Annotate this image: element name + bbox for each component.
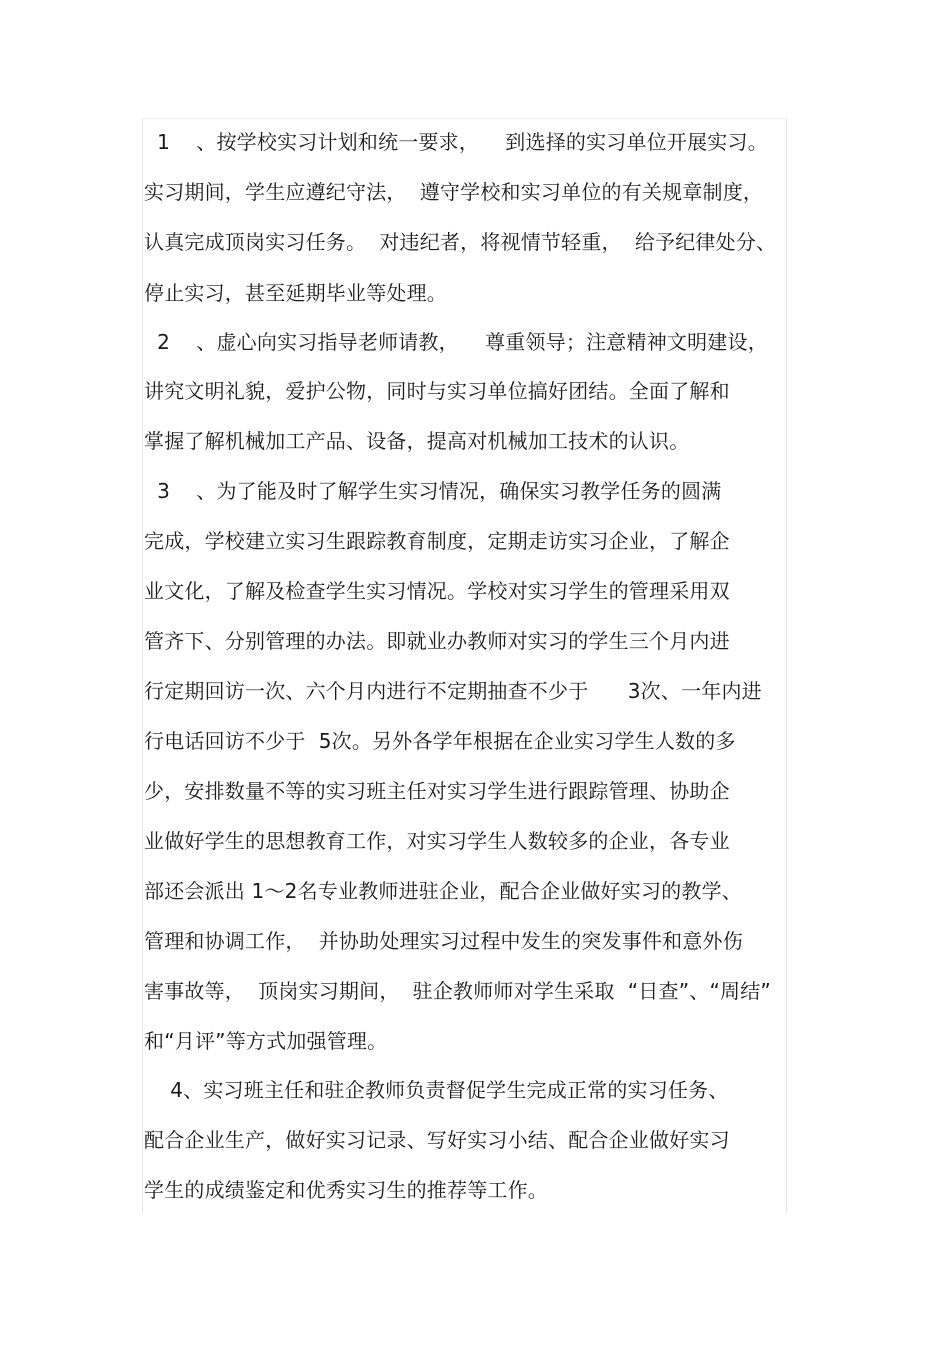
text-line: 停止实习，甚至延期毕业等处理。 — [144, 281, 447, 305]
text-line: 学生的成绩鉴定和优秀实习生的推荐等工作。 — [144, 1178, 548, 1202]
text-line: 和“月评”等方式加强管理。 — [144, 1029, 388, 1053]
text-line: 少，安排数量不等的实习班主任对实习学生进行跟踪管理、协助企 — [144, 779, 730, 803]
text-line: 害事故等， 顶岗实习期间， 驻企教师师对学生采取 “日查”、“周结” — [144, 979, 771, 1003]
text-line: 2 、虚心向实习指导老师请教， 尊重领导；注意精神文明建设， — [144, 330, 768, 354]
text-line: 讲究文明礼貌，爱护公物，同时与实习单位搞好团结。全面了解和 — [144, 379, 730, 403]
text-line: 管齐下、分别管理的办法。即就业办教师对实习的学生三个月内进 — [144, 629, 730, 653]
text-line: 完成，学校建立实习生跟踪教育制度，定期走访实习企业，了解企 — [144, 529, 730, 553]
text-line: 实习期间，学生应遵纪守法， 遵守学校和实习单位的有关规章制度， — [144, 180, 764, 204]
text-line: 认真完成顶岗实习任务。 对违纪者，将视情节轻重， 给予纪律处分、 — [144, 230, 777, 254]
text-line: 业做好学生的思想教育工作，对实习学生人数较多的企业，各专业 — [144, 829, 730, 853]
text-line: 部还会派出 1～2名专业教师进驻企业，配合企业做好实习的教学、 — [144, 879, 743, 903]
text-line: 掌握了解机械加工产品、设备，提高对机械加工技术的认识。 — [144, 429, 690, 453]
text-line: 业文化，了解及检查学生实习情况。学校对实习学生的管理采用双 — [144, 579, 730, 603]
text-line: 行定期回访一次、六个月内进行不定期抽查不少于 3次、一年内进 — [144, 679, 762, 703]
text-line: 管理和协调工作， 并协助处理实习过程中发生的突发事件和意外伤 — [144, 929, 743, 953]
text-line: 1 、按学校实习计划和统一要求， 到选择的实习单位开展实习。 — [144, 130, 768, 154]
text-line: 4、实习班主任和驻企教师负责督促学生完成正常的实习任务、 — [144, 1078, 729, 1102]
text-line: 行电话回访不少于 5次。另外各学年根据在企业实习学生人数的多 — [144, 729, 736, 753]
text-line: 配合企业生产，做好实习记录、写好实习小结、配合企业做好实习 — [144, 1128, 730, 1152]
text-line: 3 、为了能及时了解学生实习情况，确保实习教学任务的圆满 — [144, 479, 722, 503]
